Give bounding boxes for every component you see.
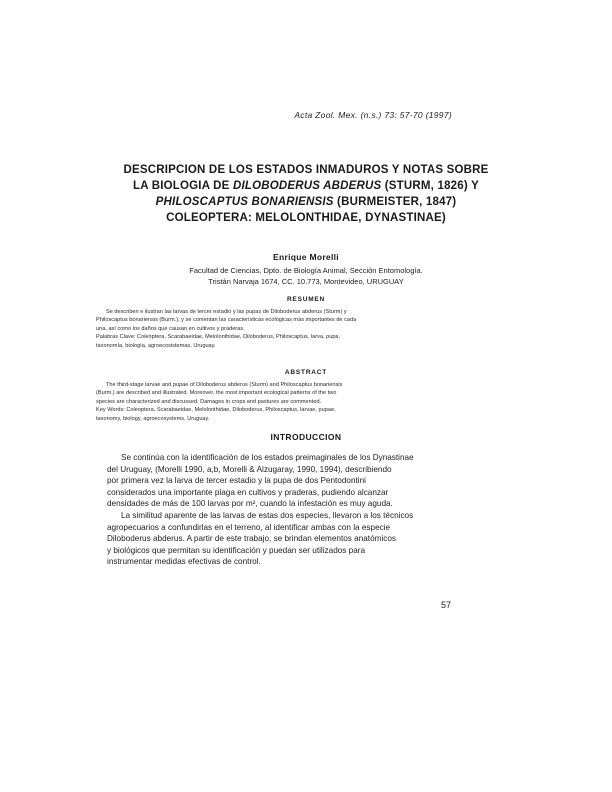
body-line: densidades de más de 100 larvas por m², cuando la infestación es muy aguda. <box>107 499 393 509</box>
resumen-line: Philoscaptus bonariensis (Burm.), y se comentan las características ecológicas más importantes de cada <box>96 317 357 324</box>
body-line: agropecuarios a confundirlas en el terreno, al identificar ambas con la especie <box>107 522 391 532</box>
body-line: Diloboderus abderus. A partir de este trabajo, se brindan elementos anatómicos <box>107 534 397 544</box>
title-line-2: LA BIOLOGIA DE DILOBODERUS ABDERUS (STURM, 1826) Y <box>133 180 479 192</box>
resumen-heading: RESUMEN <box>286 296 326 303</box>
body-line: considerados una importante plaga en cultivos y praderas, pudiendo alcanzar <box>107 487 389 497</box>
article-title <box>60 162 552 226</box>
resumen-line: Se describen e ilustran las larvas de tercer estadio y las pupas de Diloboderus abderus (Sturm) y <box>106 309 347 315</box>
body-line: instrumentar medidas efectivas de control. <box>107 557 261 567</box>
resumen-body <box>96 308 526 350</box>
introduccion-heading: INTRODUCCION <box>270 432 342 442</box>
species-name-philoscaptus: PHILOSCAPTUS BONARIENSIS <box>155 196 334 208</box>
body-line: La similitud aparente de las larvas de estas dos especies, llevaron a los técnicos <box>121 510 414 520</box>
abstract-line: species are characterized and discussed. Damages in crops and pastures are commented. <box>96 398 322 405</box>
page-number: 57 <box>441 600 452 610</box>
introduccion-body <box>107 452 511 568</box>
title-line-1: DESCRIPCION DE LOS ESTADOS INMADUROS Y NOTAS SOBRE <box>123 164 489 176</box>
body-line: del Uruguay, (Morelli 1990, a,b, Morelli & Alzugaray, 1990, 1994), describiendo <box>107 464 392 474</box>
species-name-diloboderus: DILOBODERUS ABDERUS <box>232 180 382 192</box>
title-line-3: PHILOSCAPTUS BONARIENSIS (BURMEISTER, 1847) <box>155 196 457 208</box>
journal-reference: Acta Zool. Mex. (n.s.) 73: 57-70 (1997) <box>294 110 452 120</box>
abstract-line: (Burm.) are described and illustrated. Moreover, the most important ecological patterns of the two <box>96 390 337 397</box>
abstract-line: The third-stage larvae and pupae of Diloboderus abderus (Sturm) and Philoscaptus bonariensis <box>106 382 343 388</box>
body-line: Se continúa con la identificación de los estados preimaginales de los Dynastinae <box>121 453 414 462</box>
affiliation-line-1: Facultad de Ciencias, Dpto. de Biología Animal, Sección Entomología. <box>189 266 423 275</box>
abstract-heading: ABSTRACT <box>284 369 328 376</box>
resumen-line: una, así como los daños que causan en cultivos y praderas. <box>96 325 245 332</box>
abstract-keywords-line: taxonomy, biology, agroecosystems, Uruguay. <box>96 415 210 422</box>
resumen-keywords-line: taxonomía, biología, agroecosistemas, Uruguay. <box>96 342 216 349</box>
body-line: por primera vez la larva de tercer estadio y la pupa de dos Pentodontini <box>107 476 366 486</box>
affiliation-line-2: Tristán Narvaja 1674, CC. 10.773, Montevideo, URUGUAY <box>208 277 404 286</box>
author-name: Enrique Morelli <box>273 252 339 262</box>
abstract-body <box>96 381 526 423</box>
abstract-keywords-line: Key Words: Coleoptera, Scarabaeidae, Melolonthidae, Diloboderus, Philoscaptus, larvae, pupae, <box>96 407 336 414</box>
title-line-4: COLEOPTERA: MELOLONTHIDAE, DYNASTINAE) <box>166 212 446 224</box>
body-line: y biológicos que permitan su identificación y puedan ser utilizados para <box>107 545 366 555</box>
resumen-keywords-line: Palabras Clave: Coleóptera, Scarabaeidae, Melolonthidae, Diloboderus, Philoscaptus, larva, pupa, <box>96 334 341 341</box>
